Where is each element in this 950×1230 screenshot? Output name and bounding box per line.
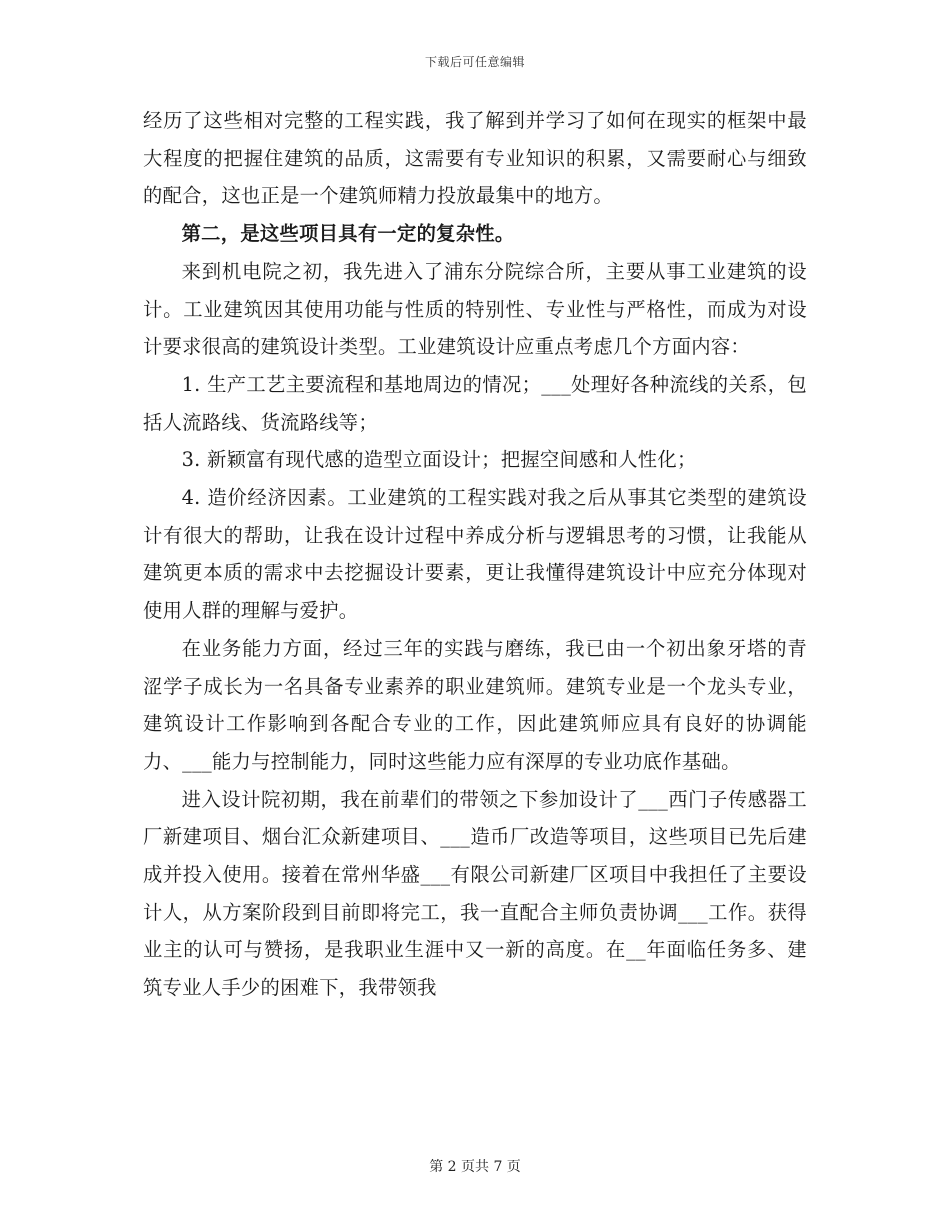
paragraph-3: 来到机电院之初，我先进入了浦东分院综合所，主要从事工业建筑的设计。工业建筑因其使用功能与性质的特别性、专业性与严格性，而成为对设计要求很高的建筑设计类型。工业建筑设计应重点考虑几个方面内容： <box>143 259 807 359</box>
page-header: 下载后可任意编辑 <box>424 55 525 69</box>
page-footer: 第 2 页共 7 页 <box>429 1159 521 1175</box>
paragraph-1: 经历了这些相对完整的工程实践，我了解到并学习了如何在现实的框架中最大程度的把握住建筑的品质，这需要有专业知识的积累，又需要耐心与细致的配合，这也正是一个建筑师精力投放最集中的地方。 <box>143 109 807 208</box>
section-heading: 第二，是这些项目具有一定的复杂性。 <box>181 222 515 246</box>
list-item-1: 1. 生产工艺主要流程和基地周边的情况；___处理好各种流线的关系，包括人流路线、货流路线等； <box>143 372 807 434</box>
list-item-4: 4. 造价经济因素。工业建筑的工程实践对我之后从事其它类型的建筑设计有很大的帮助，让我在设计过程中养成分析与逻辑思考的习惯，让我能从建筑更本质的需求中去挖掘设计要素，更让我懂得建筑设计中应充分体现对使用人群的理解与爱护。 <box>143 486 807 623</box>
paragraph-early-projects: 进入设计院初期，我在前辈们的带领之下参加设计了___西门子传感器工厂新建项目、烟台汇众新建项目、___造币厂改造等项目，这些项目已先后建成并投入使用。接着在常州华盛___有限公司新建厂区项目中我担任了主要设计人，从方案阶段到目前即将完工，我一直配合主师负责协调___工作。获得业主的认可与赞扬，是我职业生涯中又一新的高度。在__年面临任务多、建筑专业人手少的困难下，我带领我 <box>143 787 807 1000</box>
list-item-3: 3. 新颖富有现代感的造型立面设计；把握空间感和人性化； <box>181 448 697 472</box>
document-body <box>143 102 807 1007</box>
paragraph-business-ability: 在业务能力方面，经过三年的实践与磨练，我已由一个初出象牙塔的青涩学子成长为一名具备专业素养的职业建筑师。建筑专业是一个龙头专业，建筑设计工作影响到各配合专业的工作，因此建筑师应具有良好的协调能力、___能力与控制能力，同时这些能力应有深厚的专业功底作基础。 <box>143 636 807 773</box>
